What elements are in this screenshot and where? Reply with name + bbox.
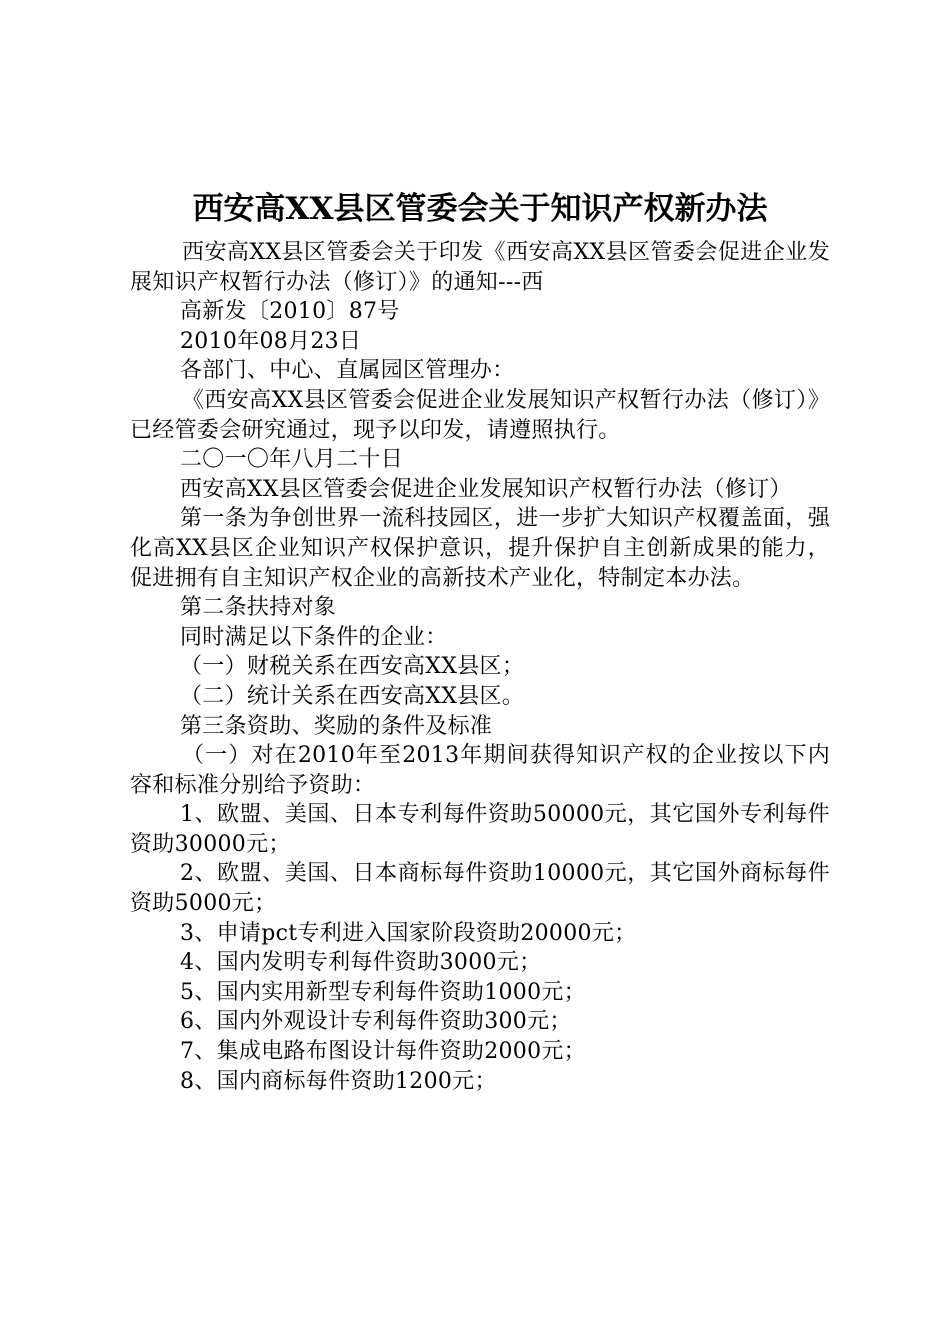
paragraph-conditions: 同时满足以下条件的企业： <box>180 624 448 650</box>
list-item: 7、集成电路布图设计每件资助2000元； <box>180 1039 586 1065</box>
paragraph-article-2: 第二条扶持对象 <box>180 595 337 621</box>
list-item: 1、欧盟、美国、日本专利每件资助50000元，其它国外专利每件资助30000元； <box>130 802 830 857</box>
list-item: 4、国内发明专利每件资助3000元； <box>180 950 542 976</box>
paragraph-announcement: 《西安高XX县区管委会促进企业发展知识产权暂行办法（修订）》已经管委会研究通过，现予以印发，请遵照执行。 <box>130 387 830 443</box>
paragraph-article-3: 第三条资助、奖励的条件及标准 <box>180 713 493 739</box>
paragraph-condition-2: （二）统计关系在西安高XX县区。 <box>180 683 525 709</box>
list-item: 6、国内外观设计专利每件资助300元； <box>180 1009 572 1035</box>
paragraph-article-1: 第一条为争创世界一流科技园区，进一步扩大知识产权覆盖面，强化高XX县区企业知识产权保护意识，提升保护自主创新成果的能力，促进拥有自主知识产权企业的高新技术产业化，特制定本办法。 <box>130 506 830 591</box>
document-page <box>130 186 830 1096</box>
list-item: 3、申请pct专利进入国家阶段资助20000元； <box>180 920 637 946</box>
paragraph-notice-heading: 西安高XX县区管委会关于印发《西安高XX县区管委会促进企业发展知识产权暂行办法（修订）》的通知---西 <box>130 240 830 295</box>
paragraph-funding-intro: （一）对在2010年至2013年期间获得知识产权的企业按以下内容和标准分别给予资助： <box>130 743 830 798</box>
paragraph-date: 2010年08月23日 <box>180 328 362 354</box>
list-item: 8、国内商标每件资助1200元； <box>180 1068 497 1094</box>
paragraph-chinese-date: 二〇一〇年八月二十日 <box>180 447 404 473</box>
paragraph-document-number: 高新发〔2010〕87号 <box>180 299 400 325</box>
paragraph-condition-1: （一）财税关系在西安高XX县区； <box>180 654 525 680</box>
paragraph-addressee: 各部门、中心、直属园区管理办： <box>180 358 515 384</box>
paragraph-measures-title: 西安高XX县区管委会促进企业发展知识产权暂行办法（修订） <box>180 476 792 502</box>
list-item: 5、国内实用新型专利每件资助1000元； <box>180 979 586 1005</box>
list-item: 2、欧盟、美国、日本商标每件资助10000元，其它国外商标每件资助5000元； <box>130 861 830 917</box>
document-title: 西安高XX县区管委会关于知识产权新办法 <box>192 191 768 227</box>
